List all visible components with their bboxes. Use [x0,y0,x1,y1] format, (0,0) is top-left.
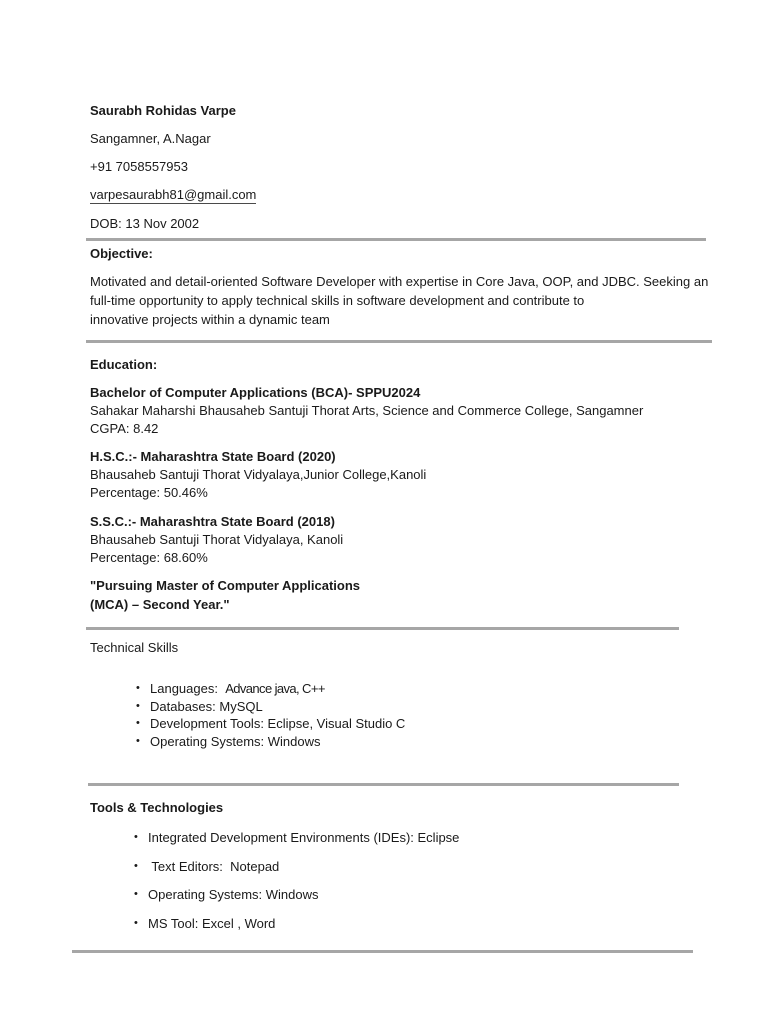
education-institution: Sahakar Maharshi Bhausaheb Santuji Thorat Arts, Science and Commerce College, Sangamner [90,403,644,418]
education-score: CGPA: 8.42 [90,421,159,436]
objective-heading: Objective: [90,246,153,261]
phone-number: +91 7058557953 [90,159,188,174]
list-item [134,829,459,858]
technical-skills-heading: Technical Skills [90,640,179,655]
pursuing-note: (MCA) – Second Year." [90,597,230,612]
tool-item: Text Editors: Notepad [148,858,280,874]
divider [88,783,679,786]
date-of-birth: DOB: 13 Nov 2002 [90,216,200,231]
list-item [134,858,459,887]
education-title: S.S.C.:- Maharashtra State Board (2018) [90,514,335,529]
list-item [136,733,405,751]
list-item [134,886,459,915]
list-item [134,915,459,944]
tools-list [134,829,459,943]
skill-label: Languages: [150,681,226,696]
education-heading: Education: [90,357,158,372]
education-institution: Bhausaheb Santuji Thorat Vidyalaya,Junior College,Kanoli [90,467,427,482]
education-score: Percentage: 68.60% [90,550,208,565]
location: Sangamner, A.Nagar [90,131,211,146]
objective-line: full-time opportunity to apply technical skills in software development and contribute to [90,293,585,308]
objective-line: Motivated and detail-oriented Software Developer with expertise in Core Java, OOP, and JDBC. Seeking an [90,274,709,289]
skill-value: Advance java, C++ [225,681,325,696]
skill-label: Development Tools: Eclipse, Visual Studio C [150,716,406,731]
list-item [136,680,405,698]
list-item [136,698,405,716]
education-title: Bachelor of Computer Applications (BCA)- SPPU2024 [90,385,421,400]
education-score: Percentage: 50.46% [90,485,208,500]
candidate-name: Saurabh Rohidas Varpe [90,103,236,118]
education-title: H.S.C.:- Maharashtra State Board (2020) [90,449,336,464]
tools-heading: Tools & Technologies [90,800,224,815]
tool-item: MS Tool: Excel , Word [148,915,276,931]
list-item [136,715,405,733]
tool-item: Integrated Development Environments (IDEs): Eclipse [148,830,460,845]
objective-line: innovative projects within a dynamic team [90,312,330,327]
divider [86,238,706,241]
email-text[interactable]: varpesaurabh81@gmail.com [90,187,257,202]
education-institution: Bhausaheb Santuji Thorat Vidyalaya, Kanoli [90,532,344,547]
tool-item: Operating Systems: Windows [148,887,319,902]
divider [86,627,679,630]
skill-label: Databases: MySQL [150,698,263,714]
skill-label: Operating Systems: Windows [150,733,321,749]
email-link[interactable] [90,187,256,202]
pursuing-note: "Pursuing Master of Computer Applications [90,578,361,593]
divider [86,340,712,343]
divider [72,950,693,953]
technical-skills-list [136,680,405,750]
